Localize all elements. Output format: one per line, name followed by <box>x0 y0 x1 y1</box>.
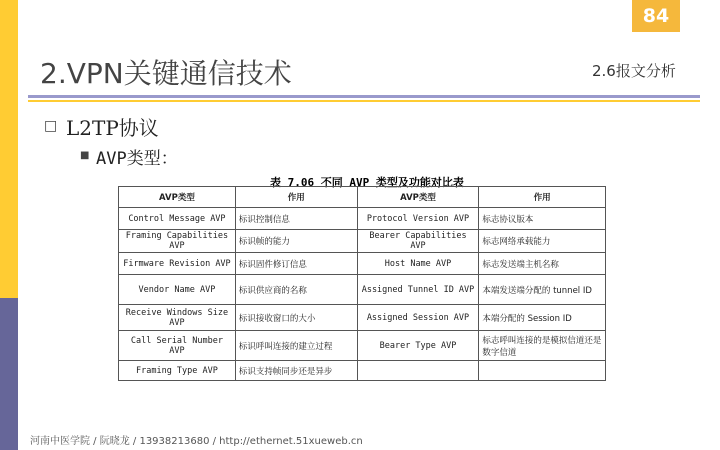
avp-function: 标志网络承载能力 <box>479 230 606 253</box>
avp-name: Firmware Revision AVP <box>119 253 236 275</box>
avp-function: 标识固件修订信息 <box>235 253 357 275</box>
table-header-row <box>119 187 606 208</box>
avp-function: 本端分配的 Session ID <box>479 305 606 331</box>
avp-name: Assigned Session AVP <box>357 305 479 331</box>
header-function-1: 作用 <box>235 187 357 208</box>
avp-name: Protocol Version AVP <box>357 208 479 230</box>
bullet-avp-types: AVP类型： <box>96 149 178 169</box>
avp-function: 标识接收窗口的大小 <box>235 305 357 331</box>
table-row <box>119 253 606 275</box>
avp-function: 标识供应商的名称 <box>235 275 357 305</box>
avp-function <box>479 361 606 381</box>
avp-name: Bearer Capabilities AVP <box>357 230 479 253</box>
title-divider-blue <box>28 95 700 98</box>
table-caption: 表 7.06 不同 AVP 类型及功能对比表 <box>270 176 464 189</box>
avp-name: Bearer Type AVP <box>357 331 479 361</box>
slide-title: 2.VPN关键通信技术 <box>40 57 292 90</box>
left-accent-bar-yellow <box>0 0 18 298</box>
avp-function: 标志发送端主机名称 <box>479 253 606 275</box>
avp-name: Assigned Tunnel ID AVP <box>357 275 479 305</box>
avp-table <box>118 186 606 381</box>
avp-name: Host Name AVP <box>357 253 479 275</box>
avp-name: Receive Windows Size AVP <box>119 305 236 331</box>
header-function-2: 作用 <box>479 187 606 208</box>
avp-name: Vendor Name AVP <box>119 275 236 305</box>
filled-square-bullet-icon: ■ <box>80 150 90 161</box>
bullet-l2tp: L2TP协议 <box>66 116 159 140</box>
page-number: 84 <box>632 0 680 32</box>
avp-name <box>357 361 479 381</box>
table-row <box>119 305 606 331</box>
avp-name: Control Message AVP <box>119 208 236 230</box>
avp-function: 本端发送端分配的 tunnel ID <box>479 275 606 305</box>
table-row <box>119 230 606 253</box>
table-row <box>119 275 606 305</box>
avp-function: 标识帧的能力 <box>235 230 357 253</box>
avp-function: 标志协议版本 <box>479 208 606 230</box>
avp-name: Framing Capabilities AVP <box>119 230 236 253</box>
header-avp-type-2: AVP类型 <box>357 187 479 208</box>
avp-function: 标识支持帧同步还是异步 <box>235 361 357 381</box>
avp-function: 标志呼叫连接的是模拟信道还是数字信道 <box>479 331 606 361</box>
left-accent-bar-purple <box>0 298 18 450</box>
header-avp-type-1: AVP类型 <box>119 187 236 208</box>
title-divider-yellow <box>28 100 700 102</box>
table-row <box>119 331 606 361</box>
square-bullet-icon: □ <box>44 118 58 134</box>
footer-credits: 河南中医学院 / 阮晓龙 / 13938213680 / http://ethernet.51xueweb.cn <box>30 436 363 447</box>
table-row <box>119 208 606 230</box>
table-row <box>119 361 606 381</box>
avp-function: 标识控制信息 <box>235 208 357 230</box>
section-tag: 2.6报文分析 <box>592 62 676 80</box>
avp-name: Call Serial Number AVP <box>119 331 236 361</box>
avp-name: Framing Type AVP <box>119 361 236 381</box>
avp-function: 标识呼叫连接的建立过程 <box>235 331 357 361</box>
